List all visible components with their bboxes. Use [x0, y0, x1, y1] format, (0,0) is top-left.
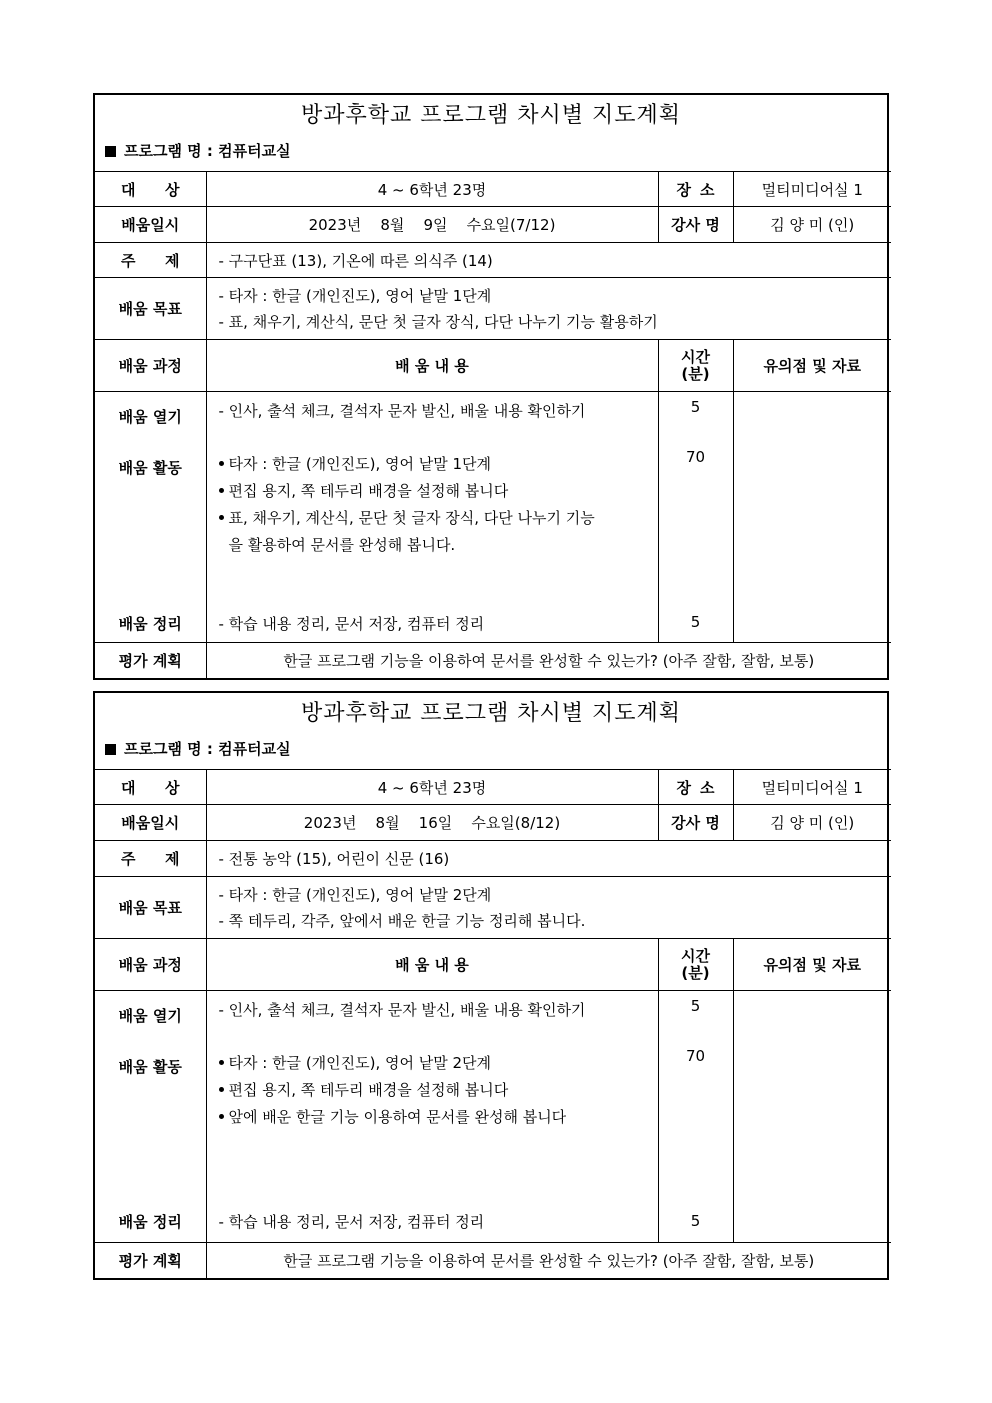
- stage-close: 배움 정리: [118, 615, 182, 633]
- goal-line: - 표, 채우기, 계산식, 문단 첫 글자 장식, 다단 나누기 기능 활용하기: [218, 312, 658, 331]
- stage-close: 배움 정리: [118, 1213, 182, 1231]
- lesson-plan-2: [93, 691, 889, 1280]
- lesson-plan-1: [93, 93, 889, 680]
- open-text: - 인사, 출석 체크, 결석자 문자 발신, 배울 내용 확인하기: [218, 1001, 586, 1019]
- notes-header: 유의점 및 자료: [733, 340, 891, 392]
- process-header: 배움 과정: [95, 939, 206, 991]
- program-name: [95, 735, 887, 769]
- program-name: [95, 137, 887, 171]
- close-text: - 학습 내용 정리, 문서 저장, 컴퓨터 정리: [218, 1213, 485, 1231]
- target-value: 4 ~ 6학년 23명: [206, 172, 658, 207]
- process-header: 배움 과정: [95, 340, 206, 392]
- square-bullet-icon: [105, 744, 116, 755]
- time-header: 시간 (분): [658, 340, 733, 392]
- eval-value: 한글 프로그램 기능을 이용하여 문서를 완성할 수 있는가? (아주 잘함, 잘함, 보통): [206, 1243, 891, 1278]
- time-header: 시간 (분): [658, 939, 733, 991]
- time-activity: 70: [685, 1047, 706, 1065]
- target-value: 4 ~ 6학년 23명: [206, 770, 658, 805]
- plan-title: 방과후학교 프로그램 차시별 지도계획: [300, 103, 681, 128]
- topic-value: - 전통 농악 (15), 어린이 신문 (16): [206, 841, 891, 877]
- process-notes: [733, 392, 891, 643]
- eval-label: 평가 계획: [95, 643, 206, 678]
- activity-continuation: 을 활용하여 문서를 완성해 봅니다.: [228, 536, 456, 554]
- bullet-icon: [219, 488, 224, 493]
- activity-item: 표, 채우기, 계산식, 문단 첫 글자 장식, 다단 나누기 기능: [219, 505, 654, 532]
- process-stages: [95, 392, 206, 643]
- target-label: 대 상: [95, 770, 206, 805]
- program-name-text: 프로그램 명 : 컴퓨터교실: [124, 740, 291, 758]
- stage-open: 배움 열기: [118, 1007, 182, 1025]
- time-close: 5: [690, 1212, 701, 1230]
- row-header: [95, 340, 891, 392]
- place-value: 멀티미디어실 1: [733, 172, 891, 207]
- teacher-label: 강사 명: [658, 805, 733, 841]
- goal-line: - 타자 : 한글 (개인진도), 영어 낱말 2단계: [218, 885, 492, 904]
- row-process: [95, 392, 891, 643]
- topic-value: - 구구단표 (13), 기온에 따른 의식주 (14): [206, 243, 891, 278]
- goal-values: [206, 278, 891, 340]
- row-goals: [95, 278, 891, 340]
- activity-item: 앞에 배운 한글 기능 이용하여 문서를 완성해 봅니다: [219, 1104, 654, 1131]
- notes-header: 유의점 및 자료: [733, 939, 891, 991]
- content-header: 배 움 내 용: [206, 939, 658, 991]
- process-times: [658, 392, 733, 643]
- topic-label: 주 제: [95, 243, 206, 278]
- time-open: 5: [690, 398, 701, 416]
- date-label: 배움일시: [95, 805, 206, 841]
- row-header: [95, 939, 891, 991]
- row-goals: [95, 877, 891, 939]
- bullet-icon: [219, 1087, 224, 1092]
- time-close: 5: [690, 613, 701, 631]
- topic-label: 주 제: [95, 841, 206, 877]
- bullet-icon: [219, 515, 224, 520]
- bullet-icon: [219, 1114, 224, 1119]
- plan-table: [95, 769, 891, 1278]
- activity-item: 편집 용지, 쪽 테두리 배경을 설정해 봅니다: [219, 1077, 654, 1104]
- time-activity: 70: [685, 448, 706, 466]
- goal-line: - 쪽 테두리, 각주, 앞에서 배운 한글 기능 정리해 봅니다.: [218, 911, 586, 930]
- open-text: - 인사, 출석 체크, 결석자 문자 발신, 배울 내용 확인하기: [218, 402, 586, 420]
- row-process: [95, 991, 891, 1243]
- place-label: 장 소: [658, 770, 733, 805]
- row-date: [95, 805, 891, 841]
- stage-open: 배움 열기: [118, 408, 182, 426]
- date-value: 2023년 8월 16일 수요일(8/12): [206, 805, 658, 841]
- process-content: [206, 392, 658, 643]
- process-notes: [733, 991, 891, 1243]
- square-bullet-icon: [105, 146, 116, 157]
- place-value: 멀티미디어실 1: [733, 770, 891, 805]
- plan-title: 방과후학교 프로그램 차시별 지도계획: [300, 701, 681, 726]
- teacher-label: 강사 명: [658, 207, 733, 243]
- goal-values: [206, 877, 891, 939]
- eval-label: 평가 계획: [95, 1243, 206, 1278]
- eval-value: 한글 프로그램 기능을 이용하여 문서를 완성할 수 있는가? (아주 잘함, 잘함, 보통): [206, 643, 891, 678]
- place-label: 장 소: [658, 172, 733, 207]
- activity-item: 타자 : 한글 (개인진도), 영어 낱말 1단계: [219, 451, 654, 478]
- process-times: [658, 991, 733, 1243]
- row-date: [95, 207, 891, 243]
- goal-line: - 타자 : 한글 (개인진도), 영어 낱말 1단계: [218, 286, 492, 305]
- activity-item: 편집 용지, 쪽 테두리 배경을 설정해 봅니다: [219, 478, 654, 505]
- row-topic: [95, 243, 891, 278]
- date-value: 2023년 8월 9일 수요일(7/12): [206, 207, 658, 243]
- close-text: - 학습 내용 정리, 문서 저장, 컴퓨터 정리: [218, 615, 485, 633]
- content-header: 배 움 내 용: [206, 340, 658, 392]
- goal-label: 배움 목표: [95, 278, 206, 340]
- time-open: 5: [690, 997, 701, 1015]
- program-name-text: 프로그램 명 : 컴퓨터교실: [124, 142, 291, 160]
- row-target: [95, 172, 891, 207]
- teacher-value: 김 양 미 (인): [733, 207, 891, 243]
- process-content: [206, 991, 658, 1243]
- bullet-icon: [219, 1060, 224, 1065]
- row-target: [95, 770, 891, 805]
- row-eval: [95, 643, 891, 678]
- target-label: 대 상: [95, 172, 206, 207]
- teacher-value: 김 양 미 (인): [733, 805, 891, 841]
- date-label: 배움일시: [95, 207, 206, 243]
- stage-activity: 배움 활동: [118, 459, 182, 477]
- plan-table: [95, 171, 891, 678]
- goal-label: 배움 목표: [95, 877, 206, 939]
- activity-item: 타자 : 한글 (개인진도), 영어 낱말 2단계: [219, 1050, 654, 1077]
- bullet-icon: [219, 461, 224, 466]
- stage-activity: 배움 활동: [118, 1058, 182, 1076]
- row-topic: [95, 841, 891, 877]
- process-stages: [95, 991, 206, 1243]
- row-eval: [95, 1243, 891, 1278]
